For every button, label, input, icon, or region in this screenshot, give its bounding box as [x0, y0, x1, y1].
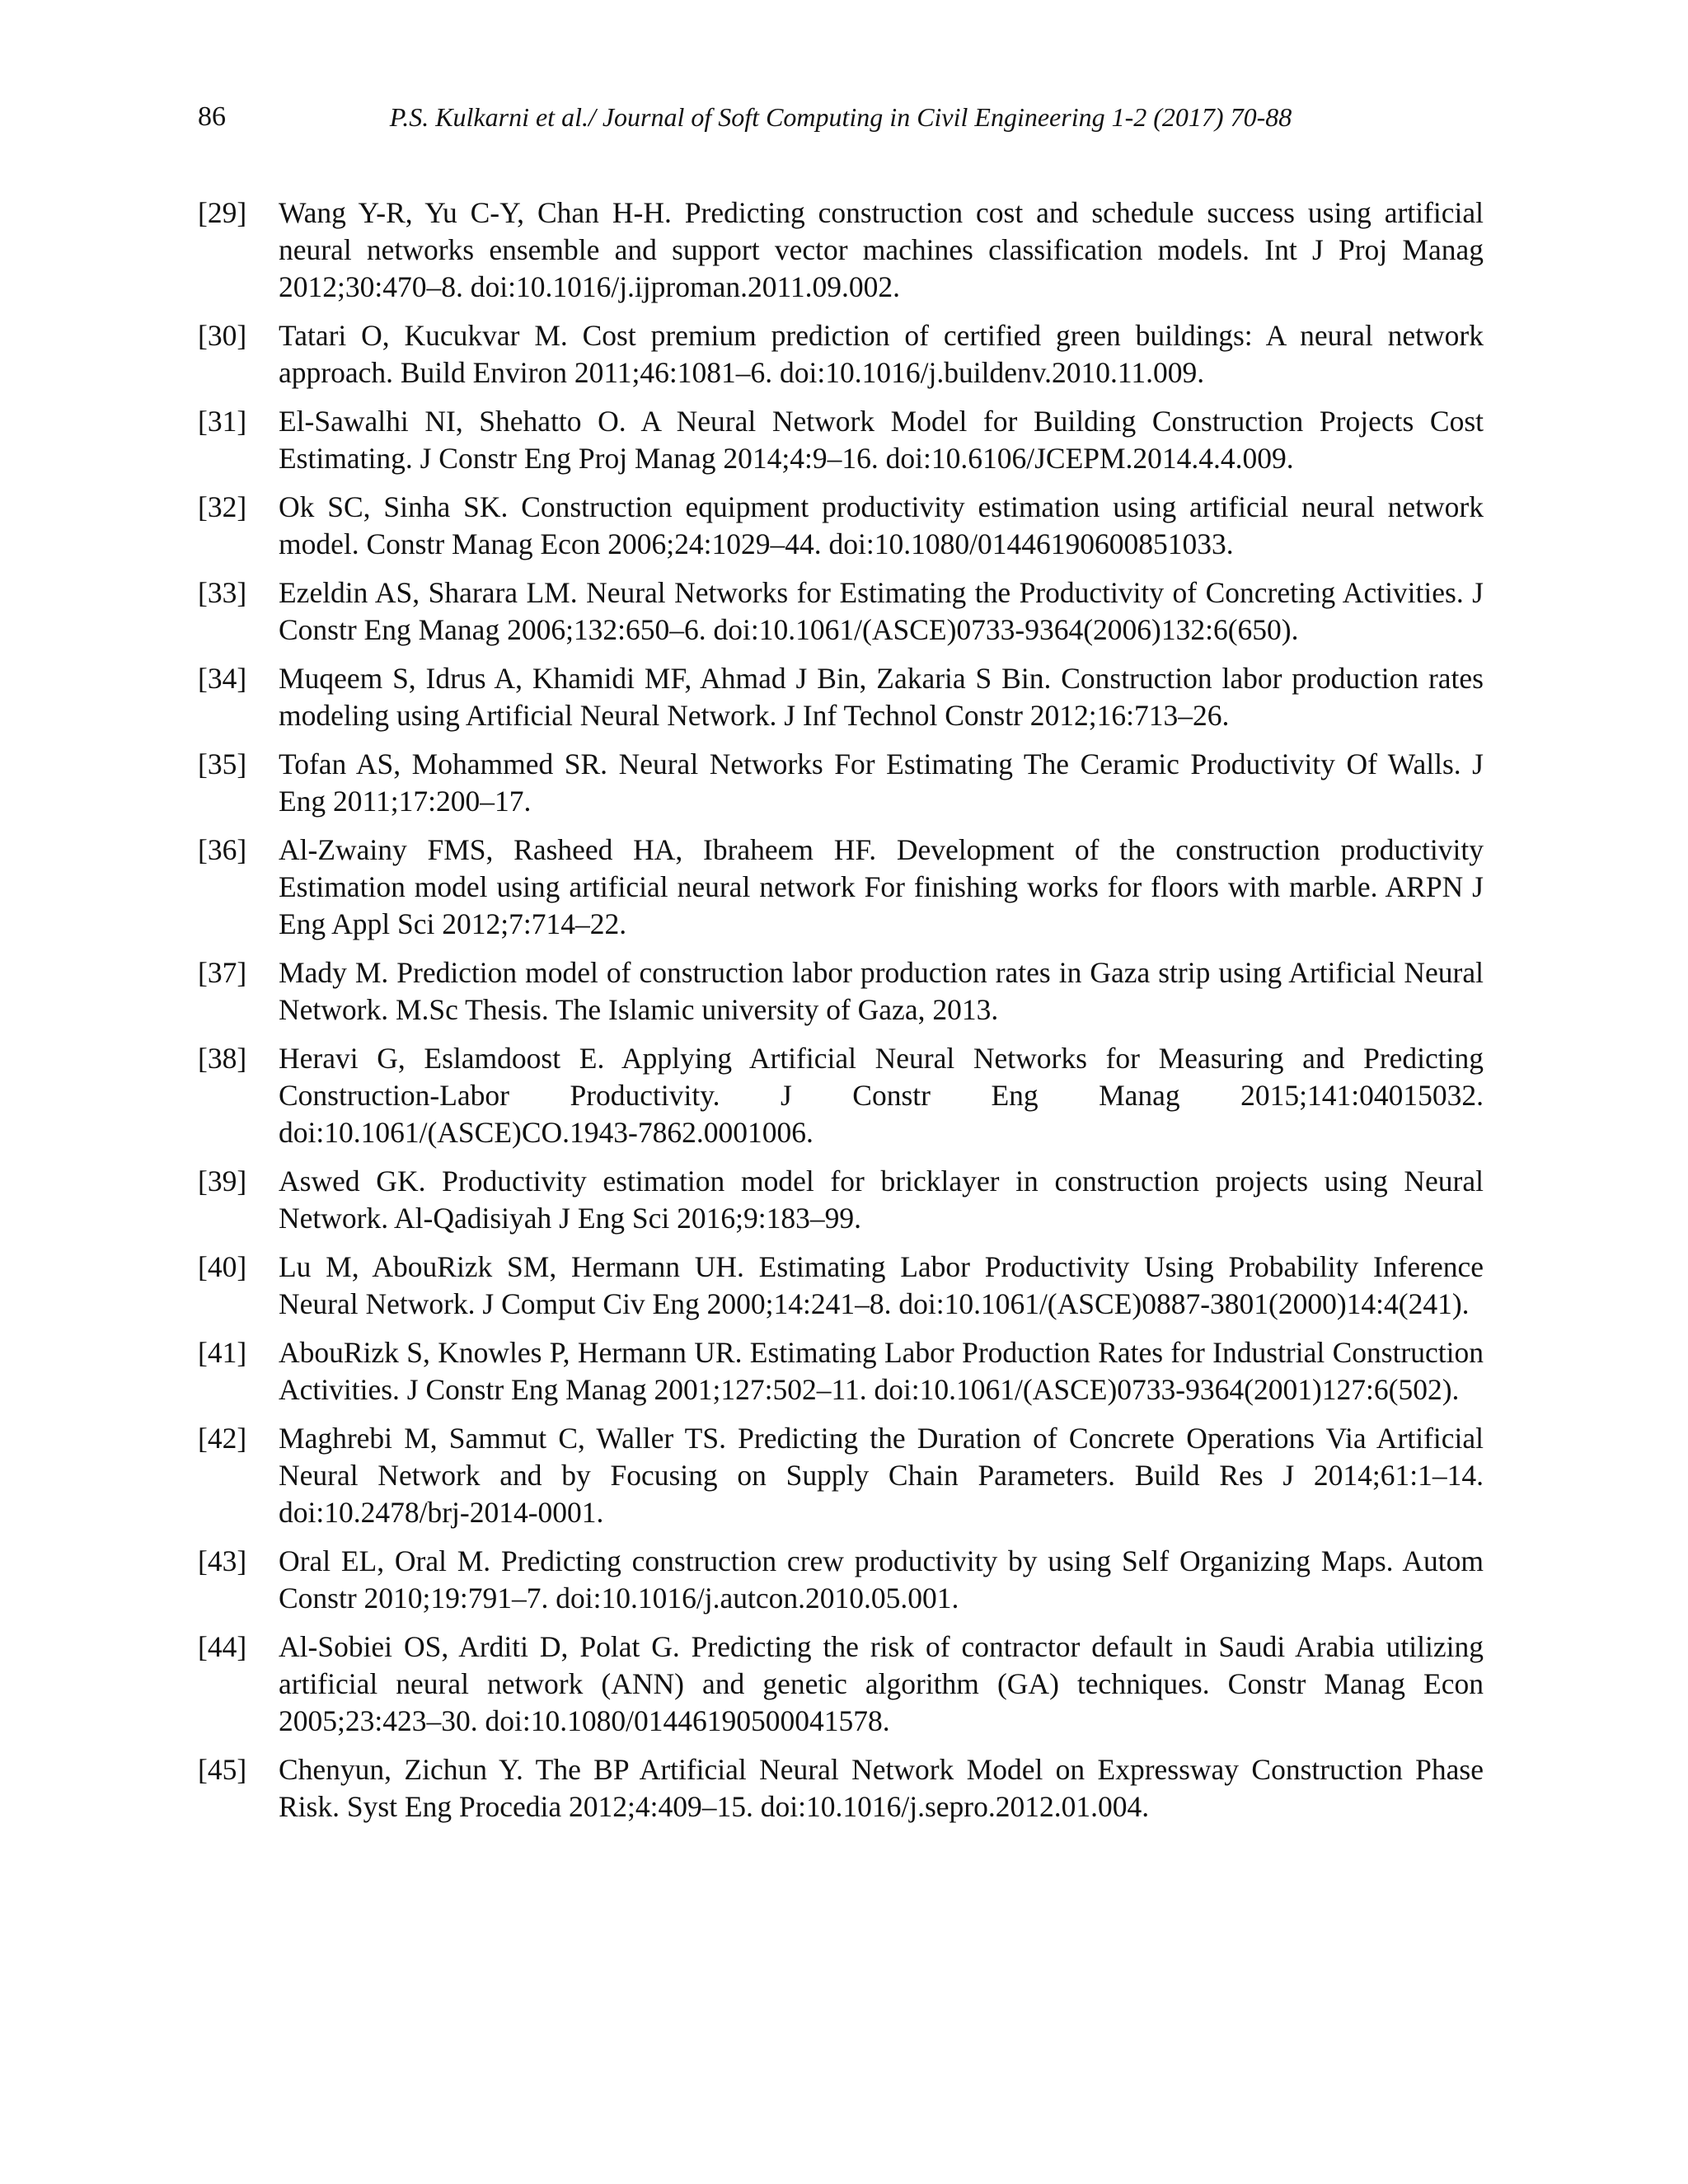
reference-item [198, 489, 1484, 563]
reference-text: Wang Y-R, Yu C-Y, Chan H-H. Predicting construction cost and schedule success using artificial neural networks ensemble and support vector machines classification models. Int J Proj Manag 2012;30:470–8. doi:10.1016/j.ijproman.2011.09.002. [279, 196, 1484, 303]
reference-number: [31] [198, 405, 247, 438]
reference-item [198, 832, 1484, 943]
reference-text: Maghrebi M, Sammut C, Waller TS. Predicting the Duration of Concrete Operations Via Artificial Neural Network and by Focusing on Supply Chain Parameters. Build Res J 2014;61:1–14. doi:10.2478/brj-2014-0001. [279, 1422, 1484, 1529]
reference-number: [36] [198, 833, 247, 866]
reference-text: Muqeem S, Idrus A, Khamidi MF, Ahmad J Bin, Zakaria S Bin. Construction labor production rates modeling using Artificial Neural Network. J Inf Technol Constr 2012;16:713–26. [279, 662, 1484, 732]
reference-number: [35] [198, 748, 247, 780]
reference-item [198, 1543, 1484, 1617]
reference-text: Chenyun, Zichun Y. The BP Artificial Neural Network Model on Expressway Construction Phase Risk. Syst Eng Procedia 2012;4:409–15. doi:10.1016/j.sepro.2012.01.004. [279, 1753, 1484, 1823]
reference-number: [33] [198, 576, 247, 609]
reference-item [198, 1040, 1484, 1151]
reference-item [198, 194, 1484, 306]
reference-list [198, 194, 1484, 1837]
reference-text: Ok SC, Sinha SK. Construction equipment productivity estimation using artificial neural network model. Constr Manag Econ 2006;24:1029–44. doi:10.1080/01446190600851033. [279, 490, 1484, 560]
reference-text: Tofan AS, Mohammed SR. Neural Networks For Estimating The Ceramic Productivity Of Walls. J Eng 2011;17:200–17. [279, 748, 1484, 818]
reference-number: [44] [198, 1630, 247, 1663]
page-number: 86 [198, 101, 226, 132]
reference-number: [43] [198, 1544, 247, 1577]
reference-item [198, 1163, 1484, 1237]
page-header [198, 97, 1484, 137]
reference-item [198, 660, 1484, 734]
reference-number: [32] [198, 490, 247, 523]
reference-text: Al-Zwainy FMS, Rasheed HA, Ibraheem HF. Development of the construction productivity Estimation model using artificial neural network For finishing works for floors with marble. ARPN J Eng Appl Sci 2012;7:714–22. [279, 833, 1484, 940]
reference-item [198, 954, 1484, 1029]
reference-number: [34] [198, 662, 247, 695]
reference-item [198, 403, 1484, 477]
reference-number: [41] [198, 1336, 247, 1369]
reference-text: Ezeldin AS, Sharara LM. Neural Networks for Estimating the Productivity of Concreting Activities. J Constr Eng Manag 2006;132:650–6. doi:10.1061/(ASCE)0733-9364(2006)132:6(650). [279, 576, 1484, 646]
reference-item [198, 574, 1484, 649]
reference-text: Mady M. Prediction model of construction labor production rates in Gaza strip using Artificial Neural Network. M.Sc Thesis. The Islamic university of Gaza, 2013. [279, 956, 1484, 1026]
reference-number: [29] [198, 196, 247, 229]
reference-text: El-Sawalhi NI, Shehatto O. A Neural Network Model for Building Construction Projects Cost Estimating. J Constr Eng Proj Manag 2014;4:9–16. doi:10.6106/JCEPM.2014.4.4.009. [279, 405, 1484, 475]
reference-item [198, 1420, 1484, 1531]
reference-item [198, 1629, 1484, 1740]
reference-item [198, 1751, 1484, 1825]
reference-text: Lu M, AbouRizk SM, Hermann UH. Estimating Labor Productivity Using Probability Inference Neural Network. J Comput Civ Eng 2000;14:241–8. doi:10.1061/(ASCE)0887-3801(2000)14:4(241). [279, 1250, 1484, 1320]
reference-item [198, 317, 1484, 391]
reference-text: Al-Sobiei OS, Arditi D, Polat G. Predicting the risk of contractor default in Saudi Arabia utilizing artificial neural network (ANN) and genetic algorithm (GA) techniques. Constr Manag Econ 2005;23:423–30. doi:10.1080/01446190500041578. [279, 1630, 1484, 1737]
reference-text: Oral EL, Oral M. Predicting construction crew productivity by using Self Organizing Maps. Autom Constr 2010;19:791–7. doi:10.1016/j.autcon.2010.05.001. [279, 1544, 1484, 1615]
reference-number: [39] [198, 1165, 247, 1197]
reference-number: [38] [198, 1042, 247, 1075]
reference-number: [40] [198, 1250, 247, 1283]
reference-text: Heravi G, Eslamdoost E. Applying Artificial Neural Networks for Measuring and Predicting Construction-Labor Productivity. J Constr Eng Manag 2015;141:04015032. doi:10.1061/(ASCE)CO.1943-7862.0001006. [279, 1042, 1484, 1149]
reference-text: Tatari O, Kucukvar M. Cost premium prediction of certified green buildings: A neural network approach. Build Environ 2011;46:1081–6. doi:10.1016/j.buildenv.2010.11.009. [279, 319, 1484, 389]
reference-number: [37] [198, 956, 247, 989]
reference-text: Aswed GK. Productivity estimation model for bricklayer in construction projects using Neural Network. Al-Qadisiyah J Eng Sci 2016;9:183–99. [279, 1165, 1484, 1235]
reference-number: [42] [198, 1422, 247, 1455]
reference-item [198, 1249, 1484, 1323]
reference-number: [45] [198, 1753, 247, 1786]
reference-item [198, 1334, 1484, 1408]
running-head: P.S. Kulkarni et al./ Journal of Soft Computing in Civil Engineering 1-2 (2017) 70-88 [389, 102, 1292, 132]
reference-number: [30] [198, 319, 247, 352]
reference-item [198, 746, 1484, 820]
reference-text: AbouRizk S, Knowles P, Hermann UR. Estimating Labor Production Rates for Industrial Construction Activities. J Constr Eng Manag 2001;127:502–11. doi:10.1061/(ASCE)0733-9364(2001)127:6(502). [279, 1336, 1484, 1406]
